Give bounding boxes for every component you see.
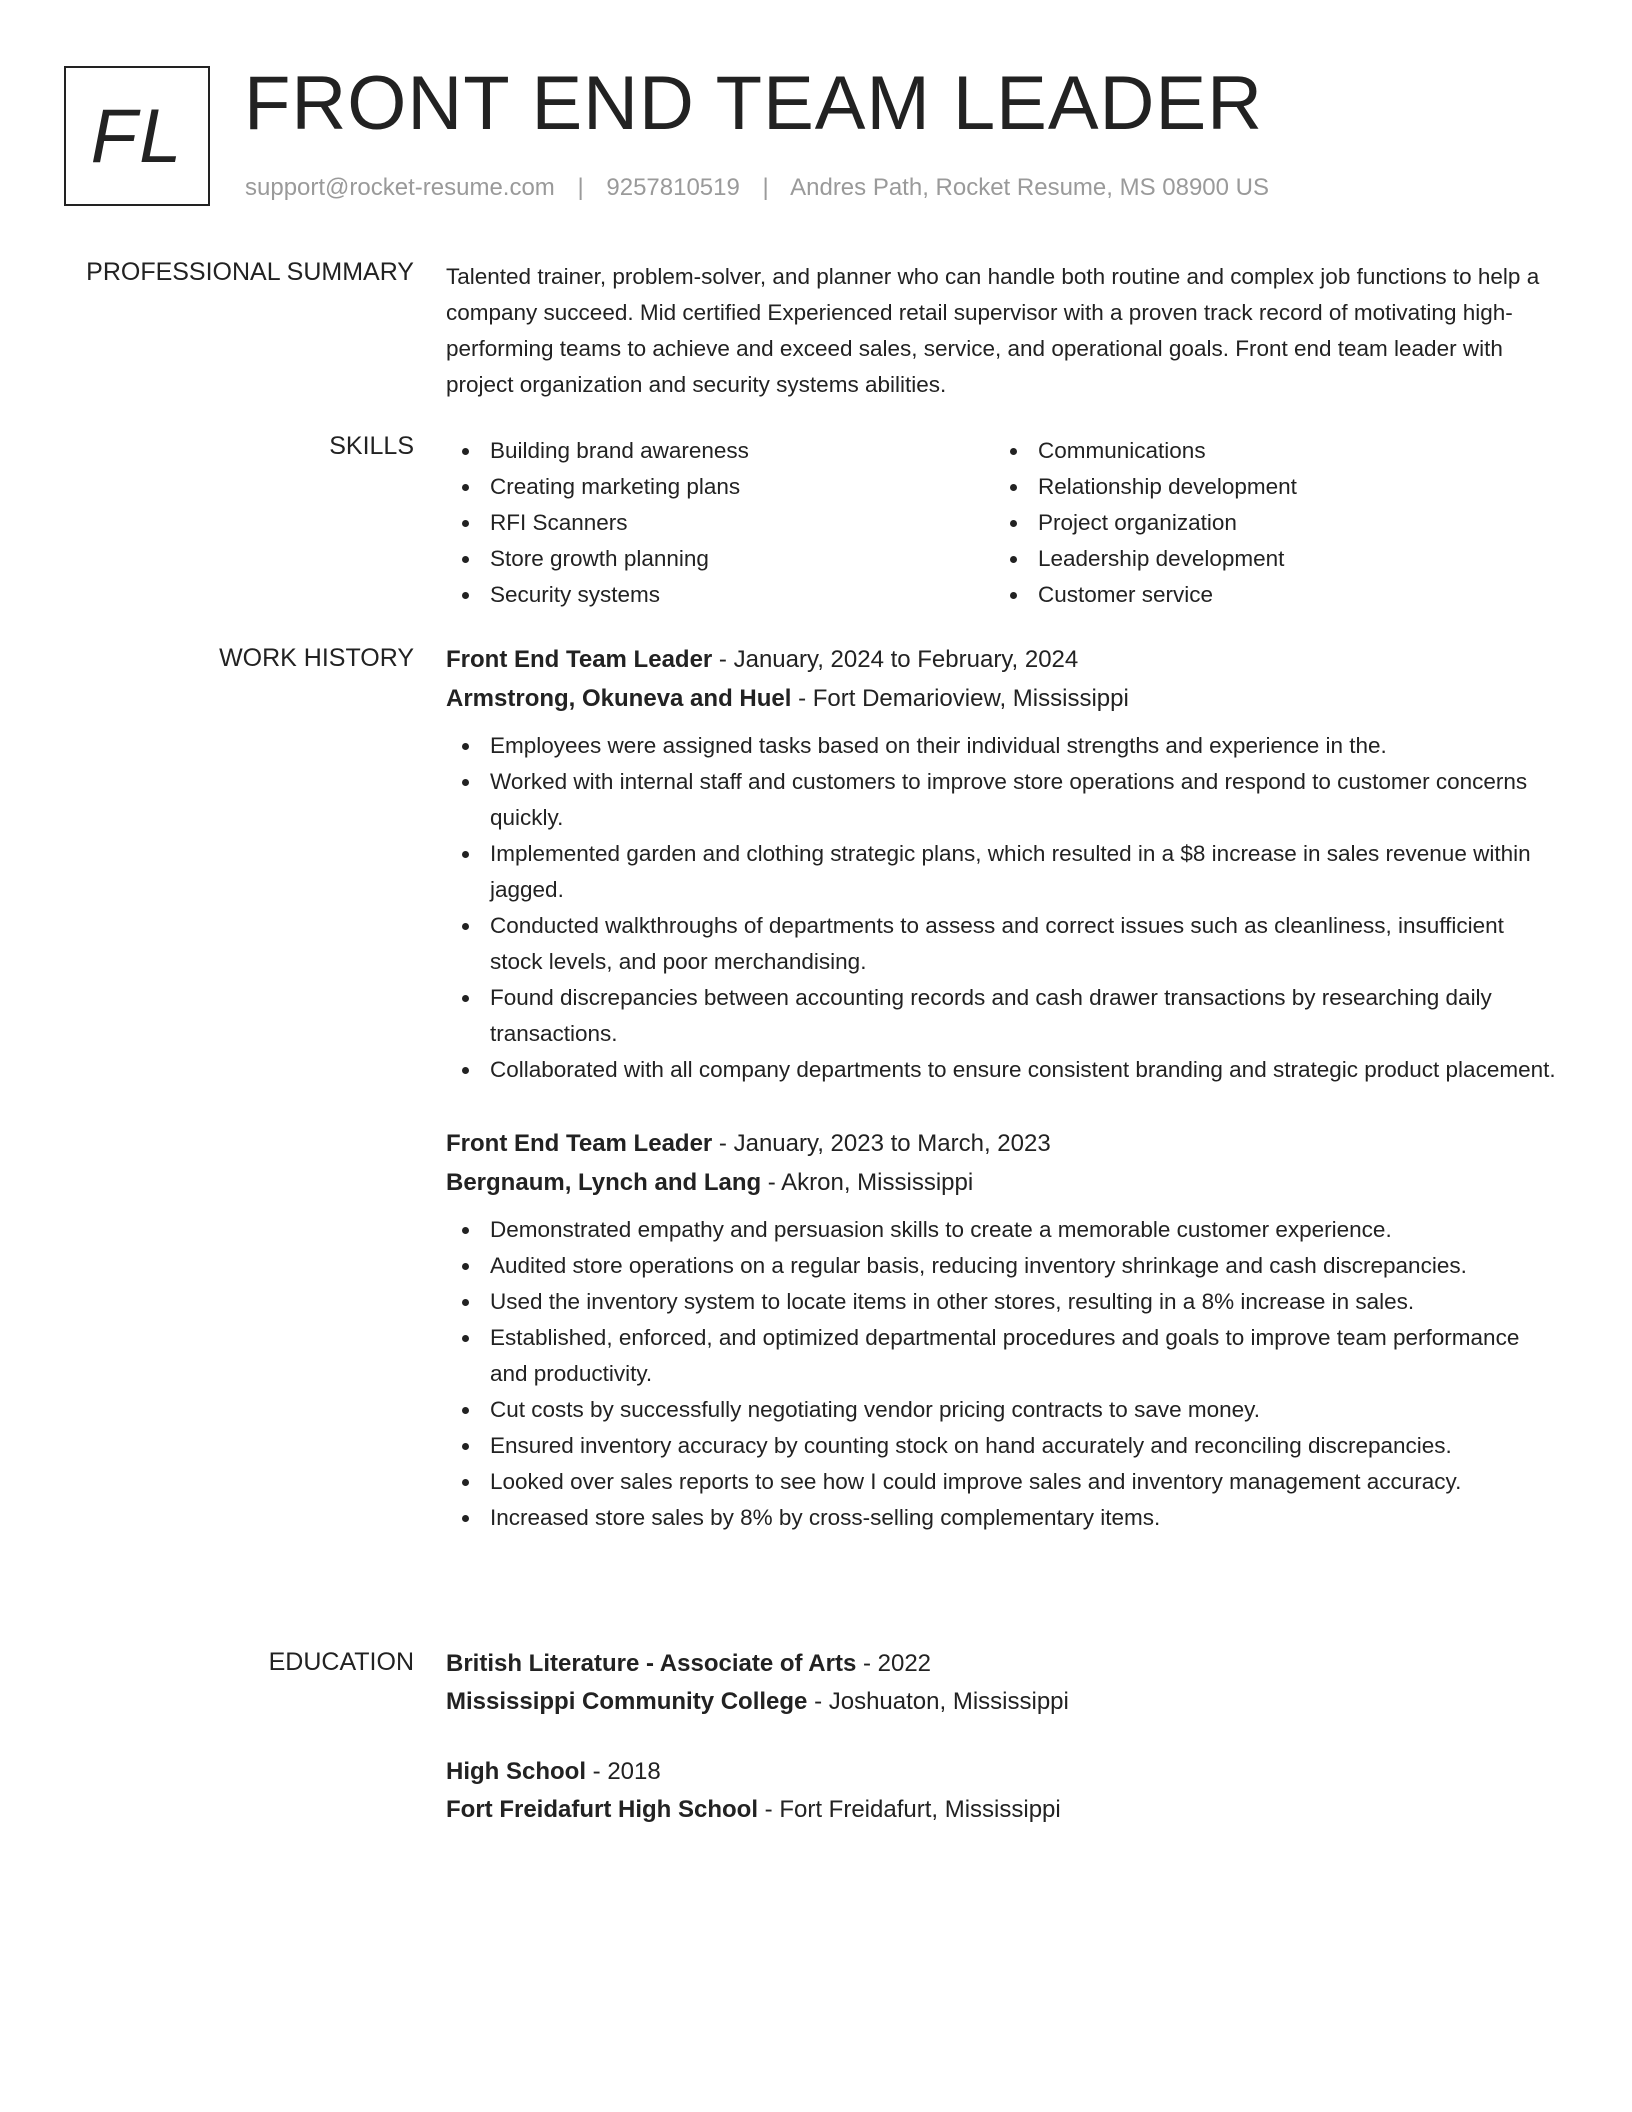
education-entry	[446, 1753, 1556, 1829]
job-bullet: Implemented garden and clothing strategic plans, which resulted in a $8 increase in sales revenue within jagged.	[446, 836, 1556, 908]
contact-separator: |	[577, 174, 584, 201]
summary-text: Talented trainer, problem-solver, and planner who can handle both routine and complex job functions to help a company succeed. Mid certified Experienced retail supervisor with a proven track record of motivating high-performing teams to achieve and exceed sales, service, and operational goals. Front end team leader with project organization and security systems abilities.	[446, 264, 1540, 397]
job-bullets	[446, 1212, 1556, 1536]
education-degree: High School	[446, 1758, 586, 1785]
job-company: Armstrong, Okuneva and Huel	[446, 685, 792, 712]
job-bullet: Used the inventory system to locate items in other stores, resulting in a 8% increase in sales.	[446, 1284, 1556, 1320]
job-title-line	[446, 640, 1556, 679]
education-school-line	[446, 1683, 1556, 1721]
job-dates: - January, 2023 to March, 2023	[712, 1130, 1051, 1157]
education-year: - 2018	[586, 1758, 661, 1785]
job-bullet: Worked with internal staff and customers to improve store operations and respond to customer concerns quickly.	[446, 764, 1556, 836]
job-location: - Akron, Mississippi	[761, 1169, 974, 1196]
work-history-label: WORK HISTORY	[219, 644, 414, 672]
job-bullet: Employees were assigned tasks based on their individual strengths and experience in the.	[446, 728, 1556, 764]
skill-item: Communications	[994, 433, 1542, 469]
skill-item: Project organization	[994, 505, 1542, 541]
job-company: Bergnaum, Lynch and Lang	[446, 1169, 762, 1196]
education-school: Fort Freidafurt High School	[446, 1796, 758, 1823]
job-company-line	[446, 679, 1556, 718]
contact-phone[interactable]: 9257810519	[606, 174, 740, 201]
job-bullet: Established, enforced, and optimized departmental procedures and goals to improve team performance and productivity.	[446, 1320, 1556, 1392]
skill-item: Store growth planning	[446, 541, 994, 577]
summary-label: PROFESSIONAL SUMMARY	[86, 258, 414, 286]
education-school: Mississippi Community College	[446, 1688, 808, 1715]
skills-list-left	[446, 433, 994, 613]
education-school-line	[446, 1791, 1556, 1829]
skill-item: RFI Scanners	[446, 505, 994, 541]
education-location: - Joshuaton, Mississippi	[807, 1688, 1069, 1715]
education-location: - Fort Freidafurt, Mississippi	[758, 1796, 1061, 1823]
job-bullet: Cut costs by successfully negotiating vendor pricing contracts to save money.	[446, 1392, 1556, 1428]
job-title: Front End Team Leader	[446, 1130, 713, 1157]
education-degree: British Literature - Associate of Arts	[446, 1650, 857, 1677]
education-degree-line	[446, 1753, 1556, 1791]
resume-header	[64, 61, 1564, 216]
job-bullets	[446, 728, 1556, 1088]
job-title-line	[446, 1124, 1556, 1163]
job-entry	[446, 640, 1556, 1088]
job-bullet: Audited store operations on a regular basis, reducing inventory shrinkage and cash discrepancies.	[446, 1248, 1556, 1284]
job-bullet: Demonstrated empathy and persuasion skills to create a memorable customer experience.	[446, 1212, 1556, 1248]
skills-list-right	[994, 433, 1542, 613]
job-bullet: Found discrepancies between accounting records and cash drawer transactions by researching daily transactions.	[446, 980, 1556, 1052]
skill-item: Building brand awareness	[446, 433, 994, 469]
job-company-line	[446, 1163, 1556, 1202]
job-bullet: Collaborated with all company departments to ensure consistent branding and strategic product placement.	[446, 1052, 1556, 1088]
contact-email[interactable]: support@rocket-resume.com	[245, 174, 555, 201]
job-dates: - January, 2024 to February, 2024	[712, 646, 1079, 673]
education-year: - 2022	[856, 1650, 932, 1677]
job-entry	[446, 1124, 1556, 1536]
job-bullet: Increased store sales by 8% by cross-selling complementary items.	[446, 1500, 1556, 1536]
education-label: EDUCATION	[268, 1648, 414, 1676]
job-bullet: Looked over sales reports to see how I could improve sales and inventory management accuracy.	[446, 1464, 1556, 1500]
skill-item: Leadership development	[994, 541, 1542, 577]
education-entry	[446, 1645, 1556, 1721]
job-bullet: Conducted walkthroughs of departments to assess and correct issues such as cleanliness, insufficient stock levels, and poor merchandising.	[446, 908, 1556, 980]
job-location: - Fort Demarioview, Mississippi	[791, 685, 1129, 712]
page-title: FRONT END TEAM LEADER	[244, 61, 1264, 146]
skill-item: Relationship development	[994, 469, 1542, 505]
contact-address: Andres Path, Rocket Resume, MS 08900 US	[790, 174, 1270, 201]
job-bullet: Ensured inventory accuracy by counting stock on hand accurately and reconciling discrepancies.	[446, 1428, 1556, 1464]
skill-item: Creating marketing plans	[446, 469, 994, 505]
skills-label: SKILLS	[329, 432, 414, 460]
education-degree-line	[446, 1645, 1556, 1683]
skill-item: Customer service	[994, 577, 1542, 613]
job-title: Front End Team Leader	[446, 646, 713, 673]
contact-separator: |	[762, 174, 769, 201]
skill-item: Security systems	[446, 577, 994, 613]
monogram-logo: FL	[64, 66, 210, 206]
contact-info	[245, 174, 1269, 202]
